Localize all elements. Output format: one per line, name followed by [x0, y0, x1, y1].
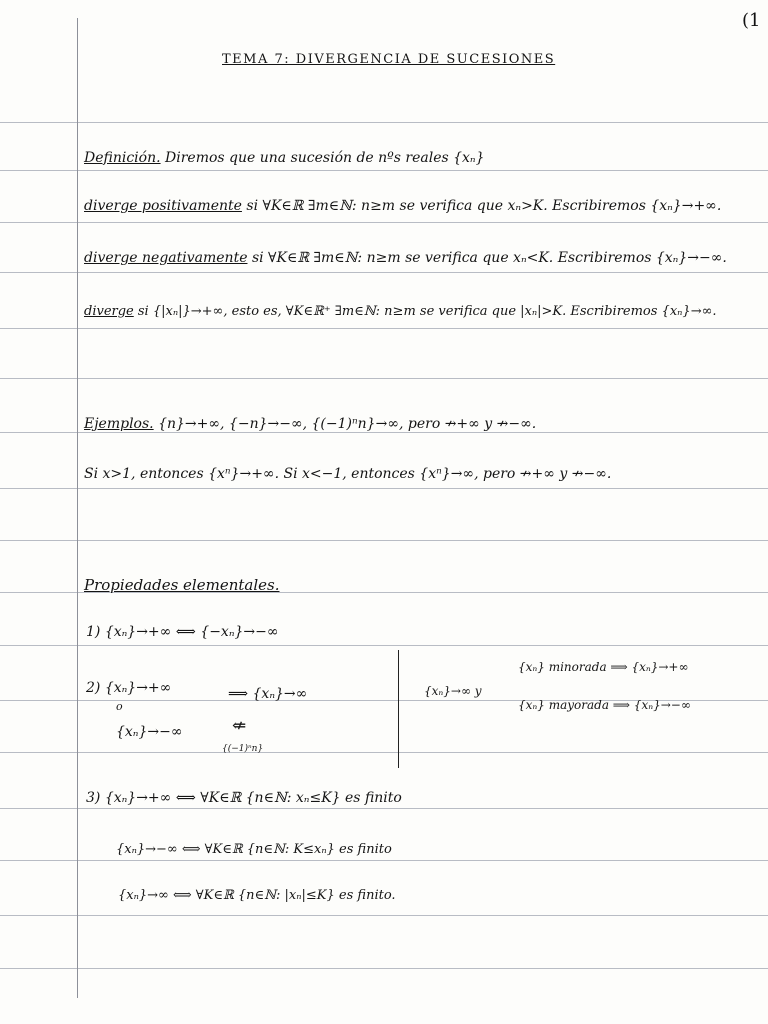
definition-heading: Definición. — [84, 150, 161, 166]
page-title: TEMA 7: DIVERGENCIA DE SUCESIONES — [222, 52, 556, 67]
property-3-line-3: {xₙ}→∞ ⟺ ∀K∈ℝ {n∈ℕ: |xₙ|≤K} es finito. — [118, 888, 396, 903]
examples-line-1 — [84, 416, 536, 432]
property-2-right-lead: {xₙ}→∞ y — [424, 684, 482, 698]
definition-intro: Diremos que una sucesión de nºs reales {xₙ} — [165, 150, 485, 166]
property-2-right-mayorada: {xₙ} mayorada ⟹ {xₙ}→−∞ — [518, 698, 691, 712]
diverge-positive-term: diverge positivamente — [84, 198, 242, 214]
definition-line-1 — [84, 150, 485, 166]
property-2-a: 2) {xₙ}→+∞ — [86, 680, 172, 696]
property-3-line-2: {xₙ}→−∞ ⟺ ∀K∈ℝ {n∈ℕ: K≤xₙ} es finito — [116, 842, 392, 857]
page-number: (1 — [742, 10, 761, 31]
property-2-or: o — [116, 700, 123, 713]
examples-text-1: {n}→+∞, {−n}→−∞, {(−1)ⁿn}→∞, pero ↛+∞ y ↛−∞. — [158, 416, 537, 432]
examples-line-2: Si x>1, entonces {xⁿ}→+∞. Si x<−1, entonces {xⁿ}→∞, pero ↛+∞ y ↛−∞. — [84, 466, 612, 482]
definition-line-2 — [84, 198, 721, 214]
property-2-counterexample: {(−1)ⁿn} — [222, 744, 264, 754]
margin-line — [77, 18, 78, 998]
properties-heading: Propiedades elementales. — [84, 576, 280, 594]
definition-line-4 — [84, 304, 717, 319]
property-2-not-implies: ⇍ — [232, 716, 247, 736]
property-2-implies: ⟹ {xₙ}→∞ — [228, 686, 308, 702]
examples-heading: Ejemplos. — [84, 416, 154, 432]
definition-line-3 — [84, 250, 727, 266]
diverge-negative-term: diverge negativamente — [84, 250, 248, 266]
property-2-divider — [398, 650, 399, 768]
diverge-text: si {|xₙ|}→+∞, esto es, ∀K∈ℝ⁺ ∃m∈ℕ: n≥m se verifica que |xₙ|>K. Escribiremos {xₙ}→∞. — [137, 304, 717, 319]
property-1: 1) {xₙ}→+∞ ⟺ {−xₙ}→−∞ — [86, 624, 279, 640]
diverge-term: diverge — [84, 304, 134, 319]
diverge-negative-text: si ∀K∈ℝ ∃m∈ℕ: n≥m se verifica que xₙ<K. Escribiremos {xₙ}→−∞. — [251, 250, 727, 266]
property-2-right-minorada: {xₙ} minorada ⟹ {xₙ}→+∞ — [518, 660, 689, 674]
property-3-line-1: 3) {xₙ}→+∞ ⟺ ∀K∈ℝ {n∈ℕ: xₙ≤K} es finito — [86, 790, 402, 806]
diverge-positive-text: si ∀K∈ℝ ∃m∈ℕ: n≥m se verifica que xₙ>K. Escribiremos {xₙ}→+∞. — [246, 198, 722, 214]
property-2-b: {xₙ}→−∞ — [116, 724, 183, 740]
